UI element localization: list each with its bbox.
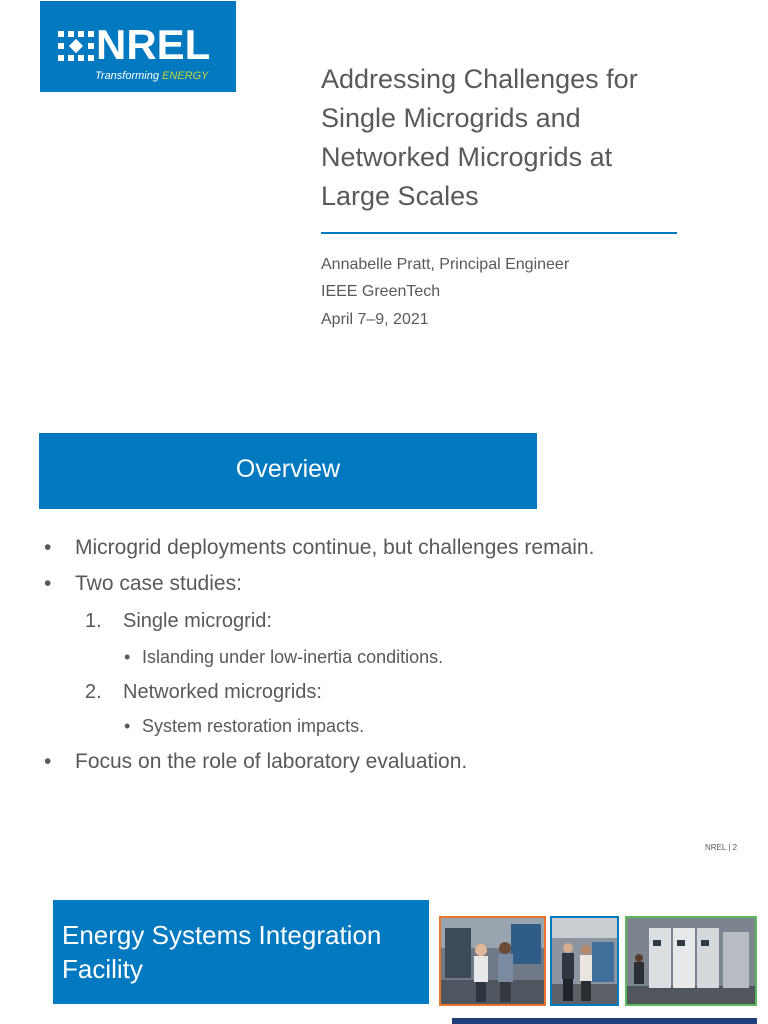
lab-photo-equipment [625, 916, 757, 1006]
bullet-marker: • [44, 572, 52, 595]
slide-title [62, 918, 422, 986]
logo-wordmark: NREL [96, 21, 211, 68]
slide-footer: NREL | 2 [705, 843, 738, 852]
bullet-text: Networked microgrids: [123, 681, 322, 703]
lab-photo-walkway [550, 916, 619, 1006]
numbered-item [85, 608, 272, 634]
bullet-marker: • [44, 536, 52, 559]
lab-photo-researchers [439, 916, 546, 1006]
bullet-text: Focus on the role of laboratory evaluation. [75, 750, 468, 773]
bullet-marker: • [124, 647, 131, 667]
bullet-item [44, 749, 467, 775]
bullet-text: System restoration impacts. [142, 716, 365, 736]
deck-title-line: Addressing Challenges for [321, 64, 638, 94]
event-name: IEEE GreenTech [321, 283, 441, 300]
sub-bullet-item [124, 714, 364, 738]
bullet-marker: • [124, 716, 131, 736]
photo-strip-edge [452, 1018, 757, 1024]
sub-bullet-item [124, 645, 443, 669]
slide-title-line: Facility [62, 954, 143, 984]
title-divider [321, 232, 677, 234]
bullet-text: Single microgrid: [123, 610, 272, 632]
event-date: April 7–9, 2021 [321, 311, 429, 328]
slide-title-line: Energy Systems Integration [62, 920, 382, 950]
bullet-item [44, 571, 242, 597]
number-marker: 1. [85, 610, 102, 632]
logo-tagline-highlight: ENERGY [162, 70, 209, 82]
logo-tagline: Transforming ENERGY [95, 70, 209, 82]
deck-title [321, 60, 701, 216]
presenter-name: Annabelle Pratt, Principal Engineer [321, 256, 570, 273]
bullet-text: Two case studies: [75, 572, 242, 595]
bullet-text: Islanding under low-inertia conditions. [142, 647, 444, 667]
deck-title-line: Single Microgrids and [321, 103, 581, 133]
deck-title-line: Large Scales [321, 181, 479, 211]
overview-banner [39, 433, 537, 509]
slide-title: Overview [235, 455, 341, 483]
bullet-item [44, 535, 594, 561]
bullet-marker: • [44, 750, 52, 773]
esif-banner [53, 900, 429, 1004]
nrel-logo-mark-icon [58, 31, 94, 61]
number-marker: 2. [85, 681, 102, 703]
numbered-item [85, 679, 322, 705]
deck-title-line: Networked Microgrids at [321, 142, 613, 172]
bullet-text: Microgrid deployments continue, but challenges remain. [75, 536, 595, 559]
nrel-logo [40, 1, 236, 92]
